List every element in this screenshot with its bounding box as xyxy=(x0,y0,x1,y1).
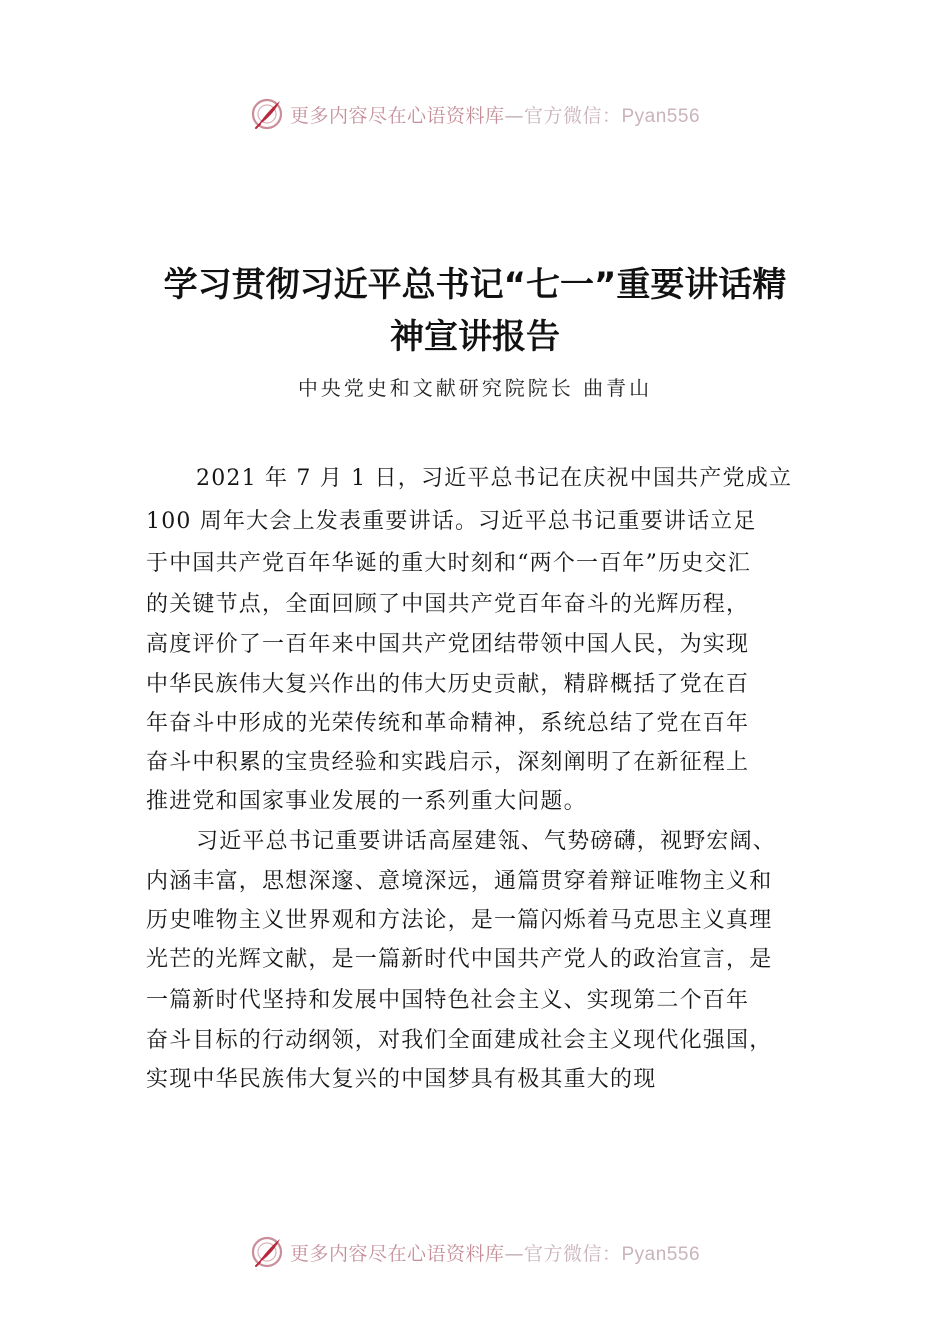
paragraph-1-line-1: 2021 年 7 月 1 日，习近平总书记在庆祝中国共产党成立 xyxy=(196,466,793,491)
paragraph-2-line-5: 一篇新时代坚持和发展中国特色社会主义、实现第二个百年 xyxy=(146,988,750,1013)
paragraph-1-line-2: 100 周年大会上发表重要讲话。习近平总书记重要讲话立足 xyxy=(146,509,757,534)
banner-separator: — xyxy=(504,1242,524,1265)
paragraph-2-line-4: 光芒的光辉文献，是一篇新时代中国共产党人的政治宣言，是 xyxy=(146,947,773,972)
paragraph-2-line-2: 内涵丰富，思想深邃、意境深远，通篇贯穿着辩证唯物主义和 xyxy=(146,869,773,894)
paragraph-2-line-7: 实现中华民族伟大复兴的中国梦具有极其重大的现 xyxy=(146,1067,657,1092)
document-author: 中央党史和文献研究院院长 曲青山 xyxy=(297,376,653,400)
paragraph-1-line-5: 高度评价了一百年来中国共产党团结带领中国人民，为实现 xyxy=(146,632,750,657)
banner-label: 官方微信： xyxy=(523,1242,622,1265)
footer-banner xyxy=(0,1232,950,1272)
banner-brand: 更多内容尽在心语资料库 xyxy=(289,104,505,127)
paragraph-2-line-6: 奋斗目标的行动纲领，对我们全面建成社会主义现代化强国， xyxy=(146,1028,773,1053)
quill-logo-icon xyxy=(250,1235,284,1269)
header-banner-text xyxy=(290,101,700,128)
document-title-line-1: 学习贯彻习近平总书记“七一”重要讲话精 xyxy=(163,265,787,305)
paragraph-1-line-4: 的关键节点，全面回顾了中国共产党百年奋斗的光辉历程， xyxy=(146,592,750,617)
paragraph-1-line-8: 奋斗中积累的宝贵经验和实践启示，深刻阐明了在新征程上 xyxy=(146,750,750,775)
paragraph-1-line-9: 推进党和国家事业发展的一系列重大问题。 xyxy=(146,789,587,814)
banner-separator: — xyxy=(504,104,524,127)
header-banner xyxy=(0,94,950,134)
banner-wechat-id: Pyan556 xyxy=(621,105,701,127)
paragraph-1-line-3: 于中国共产党百年华诞的重大时刻和“两个一百年”历史交汇 xyxy=(146,551,751,576)
banner-wechat-id: Pyan556 xyxy=(621,1243,701,1265)
document-title-line-2: 神宣讲报告 xyxy=(390,317,560,357)
paragraph-1-line-7: 年奋斗中形成的光荣传统和革命精神，系统总结了党在百年 xyxy=(146,711,750,736)
paragraph-2-line-1: 习近平总书记重要讲话高屋建瓴、气势磅礴，视野宏阔、 xyxy=(196,829,777,854)
paragraph-1-line-6: 中华民族伟大复兴作出的伟大历史贡献，精辟概括了党在百 xyxy=(146,672,750,697)
footer-banner-text xyxy=(290,1239,700,1266)
banner-brand: 更多内容尽在心语资料库 xyxy=(289,1242,505,1265)
paragraph-2-line-3: 历史唯物主义世界观和方法论，是一篇闪烁着马克思主义真理 xyxy=(146,908,773,933)
banner-label: 官方微信： xyxy=(523,104,622,127)
quill-logo-icon xyxy=(250,97,284,131)
